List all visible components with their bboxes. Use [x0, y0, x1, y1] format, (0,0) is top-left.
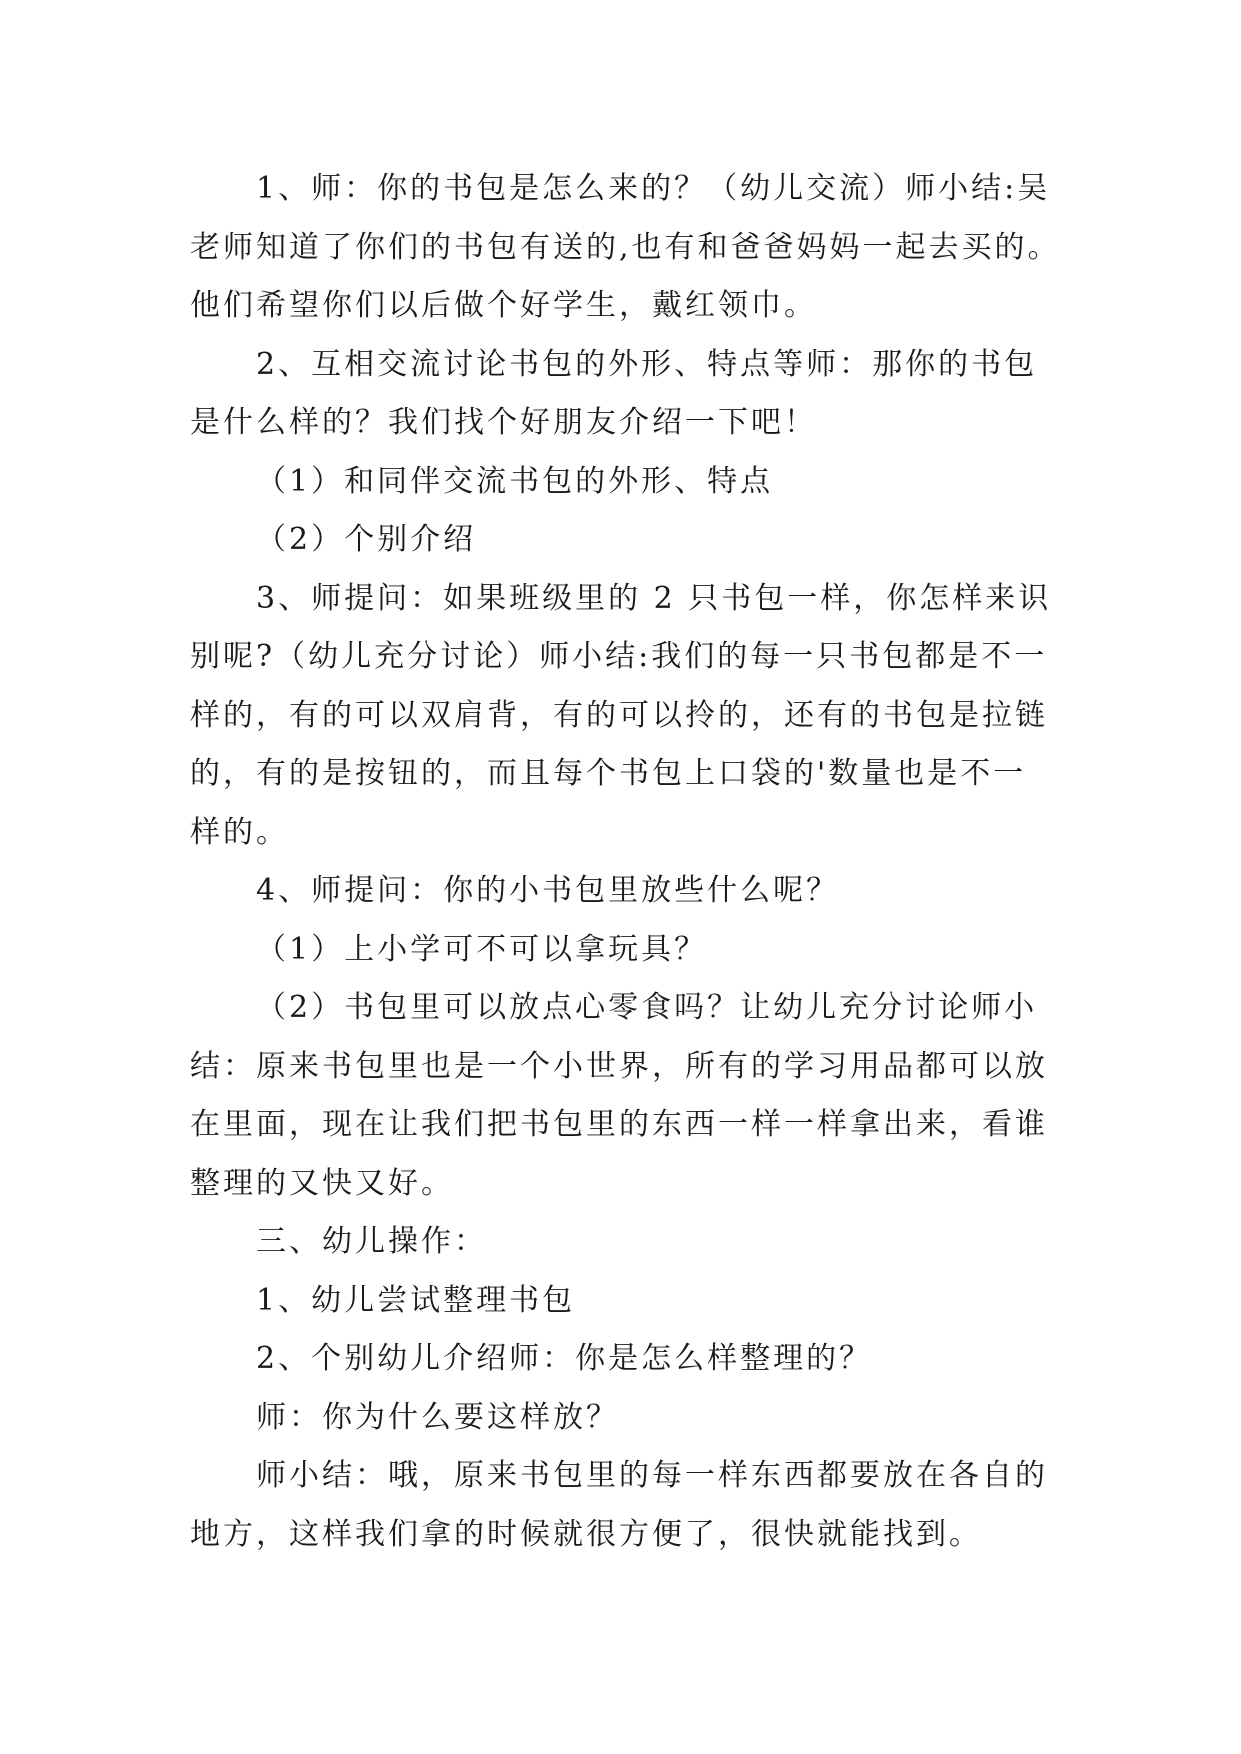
text-line: 是什么样的？我们找个好朋友介绍一下吧！	[190, 405, 817, 440]
text-line: 的，有的是按钮的，而且每个书包上口袋的'数量也是不一	[190, 756, 1027, 791]
text-line: 整理的又快又好。	[190, 1165, 454, 1201]
text-line: 样的，有的可以双肩背，有的可以拎的，还有的书包是拉链	[190, 697, 1048, 733]
text-line: （1）和同伴交流书包的外形、特点	[256, 463, 774, 499]
text-line: （2）个别介绍	[256, 522, 477, 557]
text-line: 3、师提问：如果班级里的 2 只书包一样，你怎样来识	[256, 580, 1052, 616]
text-line: 1、幼儿尝试整理书包	[256, 1282, 576, 1318]
text-line: 师小结：哦，原来书包里的每一样东西都要放在各自的	[256, 1458, 1048, 1493]
text-line: 4、师提问：你的小书包里放些什么呢？	[256, 873, 840, 908]
text-line: （1）上小学可不可以拿玩具？	[256, 931, 708, 967]
text-line: 样的。	[190, 814, 289, 850]
text-line: 师：你为什么要这样放？	[256, 1399, 619, 1435]
document-body	[190, 160, 1070, 1564]
text-line: 别呢?（幼儿充分讨论）师小结:我们的每一只书包都是不一	[190, 639, 1048, 674]
text-line: 2、互相交流讨论书包的外形、特点等师：那你的书包	[256, 346, 1038, 382]
text-line: （2）书包里可以放点心零食吗？让幼儿充分讨论师小	[256, 990, 1038, 1025]
text-line: 2、个别幼儿介绍师：你是怎么样整理的？	[256, 1341, 873, 1376]
text-line: 他们希望你们以后做个好学生，戴红领巾。	[190, 288, 817, 323]
text-line: 在里面，现在让我们把书包里的东西一样一样拿出来，看谁	[190, 1107, 1048, 1142]
text-line: 1、师：你的书包是怎么来的？（幼儿交流）师小结:吴	[256, 171, 1051, 206]
text-line: 老师知道了你们的书包有送的,也有和爸爸妈妈一起去买的。	[190, 229, 1061, 265]
text-line: 地方，这样我们拿的时候就很方便了，很快就能找到。	[190, 1516, 982, 1552]
text-line: 三、幼儿操作：	[256, 1224, 487, 1259]
text-line: 结：原来书包里也是一个小世界，所有的学习用品都可以放	[190, 1048, 1048, 1084]
